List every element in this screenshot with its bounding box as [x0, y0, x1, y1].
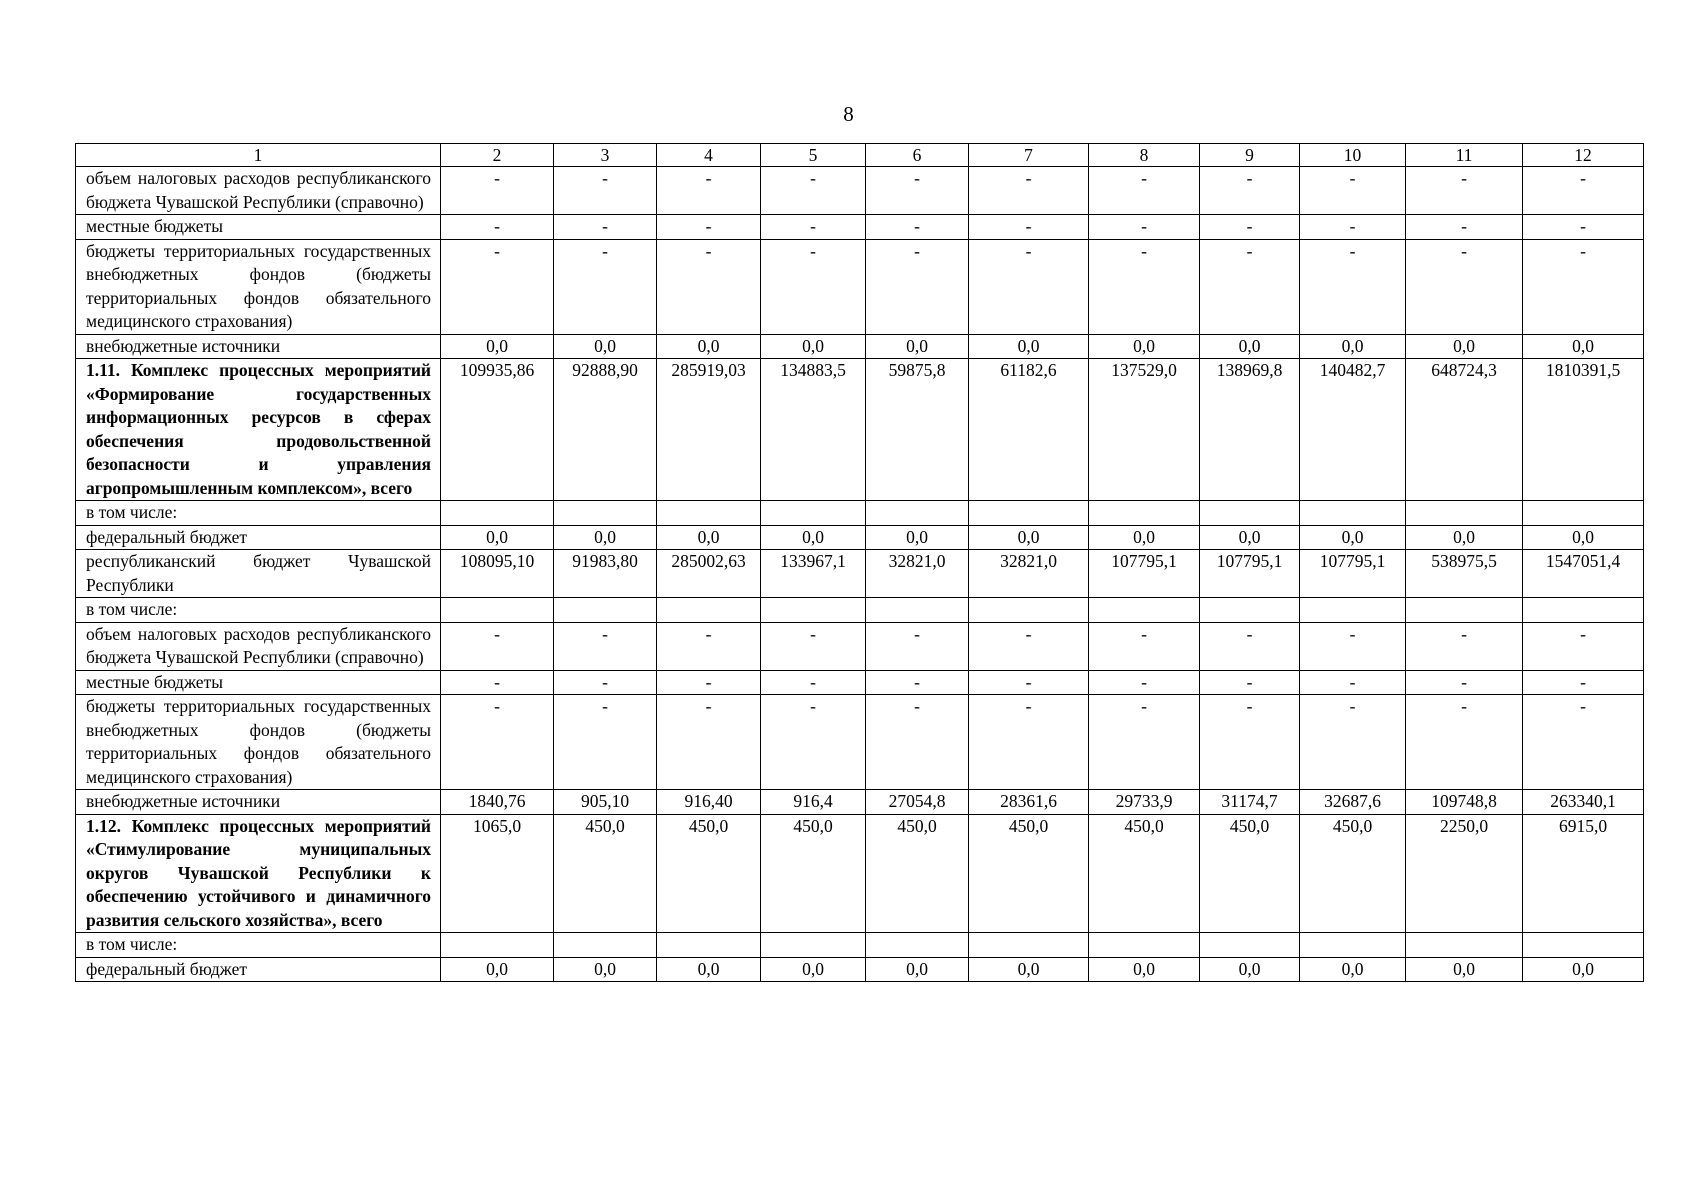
column-header: 6	[866, 144, 969, 167]
table-row	[76, 695, 1644, 790]
row-label: местные бюджеты	[76, 215, 441, 240]
table-cell: 0,0	[1406, 525, 1523, 550]
table-cell: -	[1523, 670, 1644, 695]
table-cell: 0,0	[1200, 957, 1300, 982]
table-cell: -	[1089, 695, 1200, 790]
table-cell: 263340,1	[1523, 790, 1644, 815]
table-cell: 138969,8	[1200, 359, 1300, 501]
table-cell: -	[657, 239, 761, 334]
header-row	[76, 144, 1644, 167]
column-header: 11	[1406, 144, 1523, 167]
table-row	[76, 501, 1644, 526]
table-cell: -	[1200, 167, 1300, 215]
table-cell	[1406, 598, 1523, 623]
table-cell: 0,0	[657, 957, 761, 982]
table-cell: 28361,6	[969, 790, 1089, 815]
table-cell: -	[866, 167, 969, 215]
table-cell: -	[969, 695, 1089, 790]
table-cell	[1200, 598, 1300, 623]
table-cell: -	[969, 239, 1089, 334]
column-header: 1	[76, 144, 441, 167]
row-label: в том числе:	[76, 933, 441, 958]
table-cell: 91983,80	[554, 550, 657, 598]
table-cell: 0,0	[969, 334, 1089, 359]
table-cell: 0,0	[1300, 334, 1406, 359]
table-cell: 450,0	[866, 814, 969, 933]
table-cell: -	[1406, 622, 1523, 670]
table-cell	[1200, 933, 1300, 958]
table-cell: -	[1089, 215, 1200, 240]
column-header: 12	[1523, 144, 1644, 167]
table-cell: -	[1523, 695, 1644, 790]
row-label: в том числе:	[76, 501, 441, 526]
table-cell: -	[657, 670, 761, 695]
table-cell: 0,0	[554, 334, 657, 359]
table-cell: -	[1200, 622, 1300, 670]
table-cell: -	[866, 670, 969, 695]
row-label: местные бюджеты	[76, 670, 441, 695]
table-cell: 0,0	[969, 525, 1089, 550]
table-cell: -	[1200, 670, 1300, 695]
table-row	[76, 622, 1644, 670]
table-cell: -	[761, 215, 866, 240]
table-cell	[1523, 501, 1644, 526]
row-label: внебюджетные источники	[76, 334, 441, 359]
table-cell: 27054,8	[866, 790, 969, 815]
column-header: 10	[1300, 144, 1406, 167]
table-cell	[761, 501, 866, 526]
table-cell: -	[1523, 167, 1644, 215]
column-header: 3	[554, 144, 657, 167]
budget-table	[75, 143, 1644, 982]
table-cell: -	[554, 167, 657, 215]
table-cell: -	[1300, 167, 1406, 215]
table-cell: -	[554, 622, 657, 670]
table-cell: -	[866, 215, 969, 240]
table-cell: 905,10	[554, 790, 657, 815]
table-cell: -	[1523, 215, 1644, 240]
table-cell: 2250,0	[1406, 814, 1523, 933]
table-cell: -	[441, 695, 554, 790]
column-header: 7	[969, 144, 1089, 167]
row-label: федеральный бюджет	[76, 957, 441, 982]
table-cell: -	[969, 167, 1089, 215]
column-header: 9	[1200, 144, 1300, 167]
table-cell: 108095,10	[441, 550, 554, 598]
table-cell: 32821,0	[969, 550, 1089, 598]
table-cell	[969, 933, 1089, 958]
table-row	[76, 550, 1644, 598]
table-cell: -	[1089, 622, 1200, 670]
table-row	[76, 167, 1644, 215]
table-cell: -	[554, 670, 657, 695]
table-cell: 29733,9	[1089, 790, 1200, 815]
table-cell: 1547051,4	[1523, 550, 1644, 598]
table-cell: 0,0	[554, 525, 657, 550]
table-cell	[441, 598, 554, 623]
table-cell: -	[441, 670, 554, 695]
table-cell: 285919,03	[657, 359, 761, 501]
table-cell	[969, 598, 1089, 623]
table-cell: 0,0	[761, 957, 866, 982]
table-cell: 109748,8	[1406, 790, 1523, 815]
table-cell: 0,0	[1089, 957, 1200, 982]
table-cell	[761, 933, 866, 958]
table-cell: 0,0	[1523, 525, 1644, 550]
table-cell	[554, 933, 657, 958]
table-cell: 107795,1	[1200, 550, 1300, 598]
table-cell: 0,0	[1406, 957, 1523, 982]
table-cell	[1523, 598, 1644, 623]
table-cell: 0,0	[1089, 334, 1200, 359]
table-cell: 0,0	[866, 525, 969, 550]
table-cell: 0,0	[657, 525, 761, 550]
table-cell: -	[761, 622, 866, 670]
table-cell: 31174,7	[1200, 790, 1300, 815]
table-cell: -	[866, 695, 969, 790]
table-cell: -	[761, 167, 866, 215]
table-cell: 6915,0	[1523, 814, 1644, 933]
table-cell: 450,0	[554, 814, 657, 933]
table-cell	[657, 933, 761, 958]
table-cell: -	[1089, 670, 1200, 695]
table-cell: 0,0	[969, 957, 1089, 982]
table-cell	[969, 501, 1089, 526]
table-cell: -	[866, 622, 969, 670]
column-header: 8	[1089, 144, 1200, 167]
row-label: внебюджетные источники	[76, 790, 441, 815]
table-cell	[441, 501, 554, 526]
table-row	[76, 814, 1644, 933]
table-cell	[657, 598, 761, 623]
table-cell	[1300, 598, 1406, 623]
table-cell	[1089, 933, 1200, 958]
table-cell: 0,0	[761, 334, 866, 359]
table-cell: -	[1523, 622, 1644, 670]
table-cell: -	[1406, 695, 1523, 790]
table-cell: -	[1406, 215, 1523, 240]
table-cell: 92888,90	[554, 359, 657, 501]
table-cell: -	[657, 167, 761, 215]
table-cell	[1300, 501, 1406, 526]
table-cell: -	[1200, 695, 1300, 790]
table-cell: 140482,7	[1300, 359, 1406, 501]
table-cell: -	[1200, 215, 1300, 240]
table-cell: -	[441, 239, 554, 334]
table-cell: -	[1406, 239, 1523, 334]
table-cell: -	[1406, 670, 1523, 695]
row-label: бюджеты территориальных государственных внебюджетных фондов (бюджеты территориальных фондов обязательного медицинского страхования)	[76, 695, 441, 790]
table-cell	[1523, 933, 1644, 958]
table-cell: 916,4	[761, 790, 866, 815]
table-body	[76, 144, 1644, 982]
table-cell: -	[1089, 239, 1200, 334]
table-cell: -	[1300, 622, 1406, 670]
table-row	[76, 525, 1644, 550]
table-cell: -	[969, 622, 1089, 670]
row-label: объем налоговых расходов республиканского бюджета Чувашской Республики (справочно)	[76, 167, 441, 215]
table-cell	[1200, 501, 1300, 526]
table-cell: -	[866, 239, 969, 334]
table-cell: -	[657, 215, 761, 240]
table-cell: 1810391,5	[1523, 359, 1644, 501]
table-cell: 0,0	[866, 957, 969, 982]
table-cell: -	[554, 215, 657, 240]
table-cell: 0,0	[657, 334, 761, 359]
table-cell: 538975,5	[1406, 550, 1523, 598]
table-cell: 32687,6	[1300, 790, 1406, 815]
table-cell: -	[1300, 695, 1406, 790]
table-cell: 0,0	[441, 525, 554, 550]
table-cell: 0,0	[1406, 334, 1523, 359]
table-cell	[1300, 933, 1406, 958]
table-cell	[1089, 501, 1200, 526]
table-cell: 0,0	[554, 957, 657, 982]
table-cell: 0,0	[1523, 334, 1644, 359]
table-cell: 107795,1	[1089, 550, 1200, 598]
table-cell: -	[1300, 215, 1406, 240]
table-cell: -	[1200, 239, 1300, 334]
column-header: 4	[657, 144, 761, 167]
table-cell	[554, 598, 657, 623]
table-row	[76, 957, 1644, 982]
table-row	[76, 215, 1644, 240]
table-cell	[657, 501, 761, 526]
table-cell: -	[969, 215, 1089, 240]
table-cell: -	[761, 670, 866, 695]
table-cell: -	[1300, 239, 1406, 334]
table-cell: -	[1089, 167, 1200, 215]
table-cell: 0,0	[866, 334, 969, 359]
table-cell: 0,0	[761, 525, 866, 550]
table-cell: 285002,63	[657, 550, 761, 598]
column-header: 5	[761, 144, 866, 167]
table-cell: 1840,76	[441, 790, 554, 815]
table-cell: 450,0	[657, 814, 761, 933]
row-label: 1.11. Комплекс процессных мероприятий «Формирование государственных информационных ресурсов в сферах обеспечения продовольственной безопасности и управления агропромышленным комплексом», всего	[76, 359, 441, 501]
page-number: 8	[843, 102, 854, 126]
table-cell: -	[969, 670, 1089, 695]
table-cell	[866, 501, 969, 526]
table-cell: 59875,8	[866, 359, 969, 501]
row-label: бюджеты территориальных государственных внебюджетных фондов (бюджеты территориальных фондов обязательного медицинского страхования)	[76, 239, 441, 334]
table-cell: 1065,0	[441, 814, 554, 933]
table-cell: 0,0	[441, 957, 554, 982]
table-cell: 450,0	[1089, 814, 1200, 933]
table-cell	[866, 933, 969, 958]
table-cell	[1406, 501, 1523, 526]
table-cell: 450,0	[969, 814, 1089, 933]
table-row	[76, 239, 1644, 334]
table-cell: -	[761, 239, 866, 334]
table-row	[76, 790, 1644, 815]
table-cell: 133967,1	[761, 550, 866, 598]
table-cell: -	[441, 622, 554, 670]
table-cell: -	[441, 215, 554, 240]
table-cell	[1406, 933, 1523, 958]
table-row	[76, 334, 1644, 359]
table-cell: -	[441, 167, 554, 215]
table-cell: 0,0	[1300, 525, 1406, 550]
row-label: республиканский бюджет Чувашской Республики	[76, 550, 441, 598]
table-cell	[554, 501, 657, 526]
column-header: 2	[441, 144, 554, 167]
table-cell: 32821,0	[866, 550, 969, 598]
table-cell: 0,0	[1200, 334, 1300, 359]
table-cell: 0,0	[441, 334, 554, 359]
table-cell: 450,0	[761, 814, 866, 933]
row-label: 1.12. Комплекс процессных мероприятий «Стимулирование муниципальных округов Чувашской Республики к обеспечению устойчивого и динамичного развития сельского хозяйства», всего	[76, 814, 441, 933]
table-cell: 648724,3	[1406, 359, 1523, 501]
table-row	[76, 933, 1644, 958]
table-cell: 107795,1	[1300, 550, 1406, 598]
table-cell: 0,0	[1089, 525, 1200, 550]
table-cell: -	[657, 622, 761, 670]
table-cell: -	[1300, 670, 1406, 695]
table-cell: -	[761, 695, 866, 790]
table-cell: 0,0	[1200, 525, 1300, 550]
table-row	[76, 598, 1644, 623]
table-cell: -	[1406, 167, 1523, 215]
table-cell: 450,0	[1300, 814, 1406, 933]
row-label: в том числе:	[76, 598, 441, 623]
row-label: федеральный бюджет	[76, 525, 441, 550]
table-cell: 137529,0	[1089, 359, 1200, 501]
row-label: объем налоговых расходов республиканского бюджета Чувашской Республики (справочно)	[76, 622, 441, 670]
table-cell: -	[657, 695, 761, 790]
table-cell	[1089, 598, 1200, 623]
table-cell: -	[554, 695, 657, 790]
table-cell: 61182,6	[969, 359, 1089, 501]
table-cell: 0,0	[1300, 957, 1406, 982]
table-cell: 0,0	[1523, 957, 1644, 982]
table-cell: -	[1523, 239, 1644, 334]
table-cell	[441, 933, 554, 958]
table-cell: 450,0	[1200, 814, 1300, 933]
table-cell: 134883,5	[761, 359, 866, 501]
table-row	[76, 670, 1644, 695]
table-cell	[761, 598, 866, 623]
table-cell: -	[554, 239, 657, 334]
table-cell	[866, 598, 969, 623]
table-row	[76, 359, 1644, 501]
table-cell: 916,40	[657, 790, 761, 815]
table-cell: 109935,86	[441, 359, 554, 501]
